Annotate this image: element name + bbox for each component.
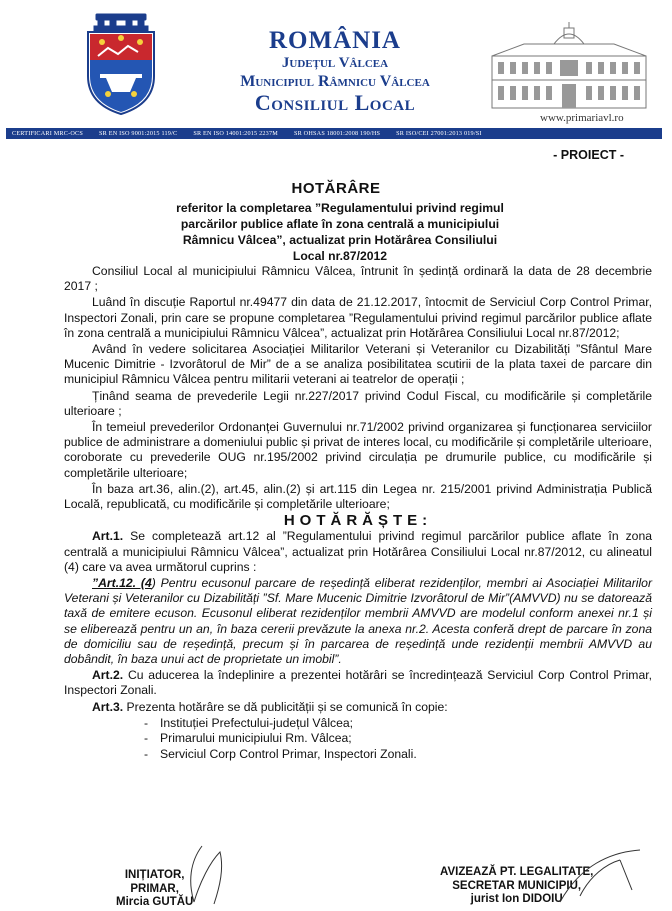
certification-label: SR EN ISO 14001:2015 2237M	[193, 130, 278, 137]
legality-signature-block	[440, 866, 593, 907]
coat-of-arms-icon	[80, 12, 162, 118]
signature-role: INIȚIATOR,	[124, 869, 185, 881]
letterhead-title	[200, 28, 470, 115]
preamble-paragraph: În baza art.36, alin.(2), art.45, alin.(2) și art.115 din Legea nr. 215/2001 privind Administrația Publică Locală, republicată, cu modificările și completările ulterioare;	[64, 481, 652, 512]
distribution-list	[64, 716, 652, 763]
document-subtitle: referitor la completarea ”Regulamentului privind regimul parcărilor publice aflate în zona centrală a municipiului Râmnicu Vâlcea”, actualizat prin Hotărârea Consiliului Local nr.87/2012	[176, 201, 504, 263]
article-text: Cu aducerea la îndeplinire a prezentei hotărâri se încredințează Serviciul Corp Control Primar, Inspectori Zonali.	[64, 668, 652, 698]
quote-text: ) Pentru ecusonul parcare de reședință eliberat rezidenților, membri ai Asociației Militarilor Veterani și Veteranilor cu Dizabilități ”Sf. Mare Mucenic Dimitrie Izvorâtorul de Mir”(AMVVD) nu se datorează taxă de emitere ecuson. Ecusonul eliberat rezidenților membrii AMVVD are modelul conform anexei nr.1 și se eliberează pentru un an, în baza cererii prevăzute la anexa nr.2. Acesta conferă drept de parcare în zona de domiciliu sau de reședință, precum și în parcarea de reședință unde rezidenții membrii AMVVD au dobândit, în baza unui act de proprietate un imobil”.	[64, 576, 653, 667]
list-item: - Primarului municipiului Rm. Vâlcea;	[144, 731, 652, 747]
preamble-paragraph: Luând în discuție Raportul nr.49477 din data de 21.12.2017, întocmit de Serviciul Corp Control Primar, Inspectori Zonali, prin care se propune completarea ”Regulamentului privind regimul parcărilor publice aflate în zona centrală a municipiului Râmnicu Vâlcea”, actualizat prin Hotărârea Consiliului Local nr.87/2012;	[64, 295, 652, 340]
signature-name: Mircia GUTĂU	[116, 896, 194, 908]
article-label: Art.1.	[92, 529, 124, 544]
list-item: - Instituției Prefectului-județul Vâlcea;	[144, 716, 652, 732]
municipality-name: Municipiul Râmnicu Vâlcea	[240, 73, 430, 90]
certification-label: SR ISO/CEI 27001:2013 019/SI	[396, 130, 482, 137]
certification-label: SR EN ISO 9001:2015 119/C	[99, 130, 178, 137]
country-name: ROMÂNIA	[269, 27, 401, 54]
article-1	[64, 529, 652, 575]
document-title: HOTĂRÂRE	[291, 180, 381, 197]
article-text: Se completează art.12 al ”Regulamentului privind regimul parcărilor publice aflate în zona centrală a municipiului Râmnicu Vâlcea”, actualizat prin Hotărârea Consiliului Local nr.87/2012, cu alineatul (4) care va avea următorul cuprins :	[64, 529, 652, 574]
article-label: Art.3.	[92, 699, 124, 714]
signature-title: PRIMAR,	[130, 882, 179, 895]
signature-title: SECRETAR MUNICIPIU,	[452, 879, 582, 892]
city-hall-building-icon	[484, 20, 654, 110]
signature-role: AVIZEAZĂ PT. LEGALITATE,	[440, 866, 594, 878]
county-name: Județul Vâlcea	[281, 55, 389, 71]
council-name: Consiliul Local	[254, 90, 416, 115]
certifications-bar	[6, 128, 662, 139]
draft-label: - PROIECT -	[553, 148, 624, 162]
list-item: - Serviciul Corp Control Primar, Inspectori Zonali.	[144, 747, 652, 763]
website-url: www.primariavl.ro	[540, 112, 624, 124]
article-3	[64, 700, 652, 715]
decision-heading: HOTĂRĂȘTE:	[283, 512, 433, 530]
article-label: Art.2.	[92, 668, 124, 683]
preamble-paragraph: Consiliul Local al municipiului Râmnicu Vâlcea, întrunit în ședință ordinară la data de 28 decembrie 2017 ;	[64, 264, 652, 294]
article-2	[64, 668, 652, 698]
document-body	[64, 264, 652, 762]
initiator-signature-block	[116, 869, 193, 910]
quote-lead: ”Art.12. (4	[92, 576, 152, 591]
preamble-paragraph: În temeiul prevederilor Ordonanței Guvernului nr.71/2002 privind organizarea și funcționarea serviciilor publice de administrare a domeniului public și privat de interes local, cu modificările și completările ulterioare, coroborate cu prevederile OUG nr.195/2002 privind circulația pe drumurile publice, cu modificările și completările ulterioare;	[64, 420, 652, 480]
article-text: Prezenta hotărâre se dă publicității și se comunică în copie:	[126, 699, 448, 714]
signature-name: jurist Ion DIDOIU	[470, 893, 563, 905]
certification-label: SR OHSAS 18001:2008 190/HS	[293, 130, 381, 137]
article-12-quote	[64, 576, 652, 667]
preamble-paragraph: Ținând seama de prevederile Legii nr.227/2017 privind Codul Fiscal, cu modificările și completările ulterioare ;	[64, 388, 652, 418]
certification-label: CERTIFICARI MRC-OCS	[12, 130, 83, 137]
preamble-paragraph: Având în vedere solicitarea Asociației Militarilor Veterani și Veteranilor cu Dizabilități ”Sfântul Mare Mucenic Dimitrie - Izvorâtorul de Mir” de a se analiza posibilitatea scutirii de la plata taxei de parcare din municipiul Râmnicu Vâlcea pentru militarii veterani ai teatrelor de operații ;	[64, 342, 652, 387]
